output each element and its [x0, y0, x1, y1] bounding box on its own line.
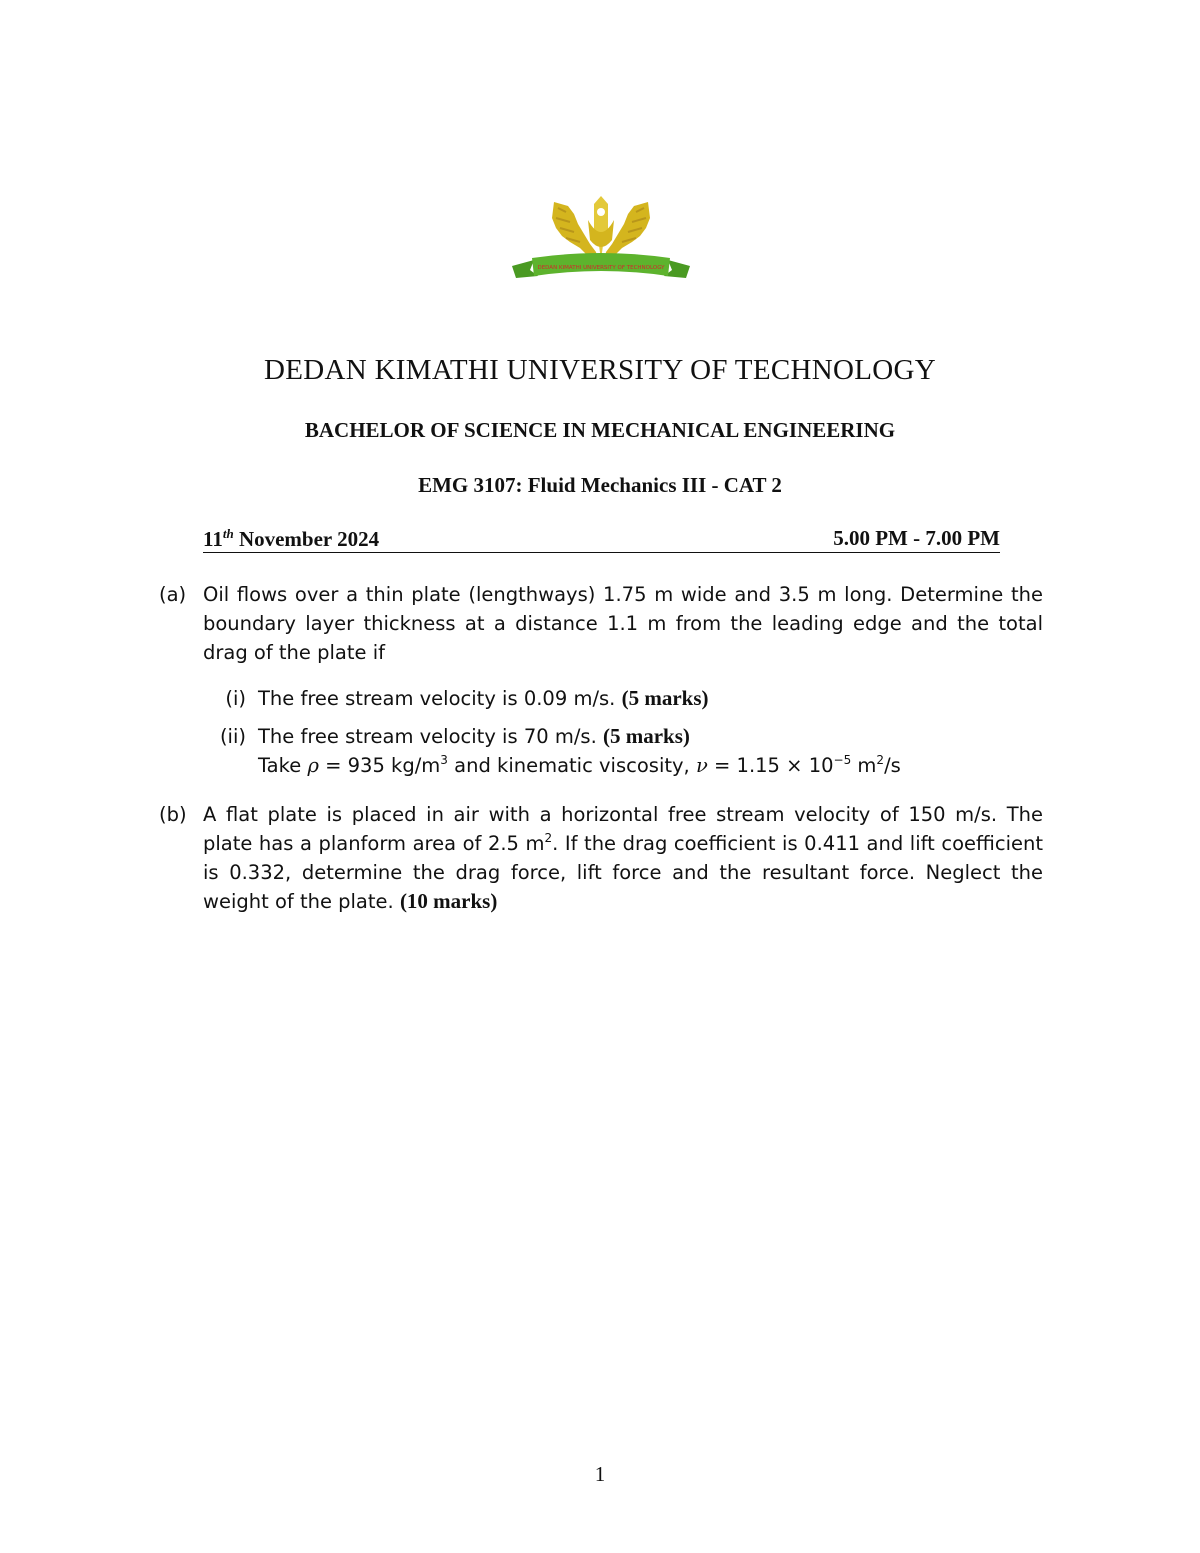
rho-symbol: ρ	[307, 754, 319, 777]
given-data: Take ρ = 935 $kg/m^3$ and kinematic viscosity, $\nu = 1.15 \times 10^{-5}$ $m^2/s$	[258, 753, 901, 777]
part-i-text: The free stream velocity is 0.09 m/s.	[258, 687, 622, 710]
nu-symbol: ν	[695, 754, 708, 777]
exam-date: 11th November 2024	[203, 526, 380, 551]
part-i-marks: (5 marks)	[621, 686, 709, 710]
part-ii-label: (ii)	[219, 725, 246, 748]
question-b-text: A flat plate is placed in air with a horizontal free stream velocity of 150 m/s. The plate has a planform area of 2.5 $m^2$. If the drag coefficient is 0.411 and lift coefficient is 0.332, determine the drag force, lift force and the resultant force. Neglect the weight of the plate. (10 marks)	[203, 803, 1043, 913]
university-crest-logo	[508, 190, 694, 286]
part-ii-text: The free stream velocity is 70 m/s.	[258, 725, 603, 748]
part-i-label: (i)	[225, 687, 246, 710]
question-a-part-ii	[219, 722, 690, 751]
crest-center-figure	[594, 196, 608, 260]
page-number: 1	[594, 1462, 606, 1486]
question-a-part-i	[225, 684, 709, 713]
ribbon-text: DEDAN KIMATHI UNIVERSITY OF TECHNOLOGY	[537, 265, 665, 271]
question-a	[159, 580, 1043, 667]
course-title: EMG 3107: Fluid Mechanics III - CAT 2	[418, 473, 782, 497]
date-time-line	[203, 526, 1000, 553]
part-ii-marks: (5 marks)	[602, 724, 690, 748]
question-b	[159, 800, 1043, 916]
question-a-label: (a)	[159, 583, 187, 606]
exam-time: 5.00 PM - 7.00 PM	[833, 526, 1000, 550]
question-b-marks: (10 marks)	[399, 889, 498, 913]
university-name: DEDAN KIMATHI UNIVERSITY OF TECHNOLOGY	[264, 354, 936, 386]
question-b-label: (b)	[159, 803, 187, 826]
question-a-text: Oil flows over a thin plate (lengthways) 1.75 m wide and 3.5 m long. Determine the boundary layer thickness at a distance 1.1 m from the leading edge and the total drag of the plate if	[203, 583, 1043, 664]
programme-name: BACHELOR OF SCIENCE IN MECHANICAL ENGINEERING	[304, 418, 896, 442]
